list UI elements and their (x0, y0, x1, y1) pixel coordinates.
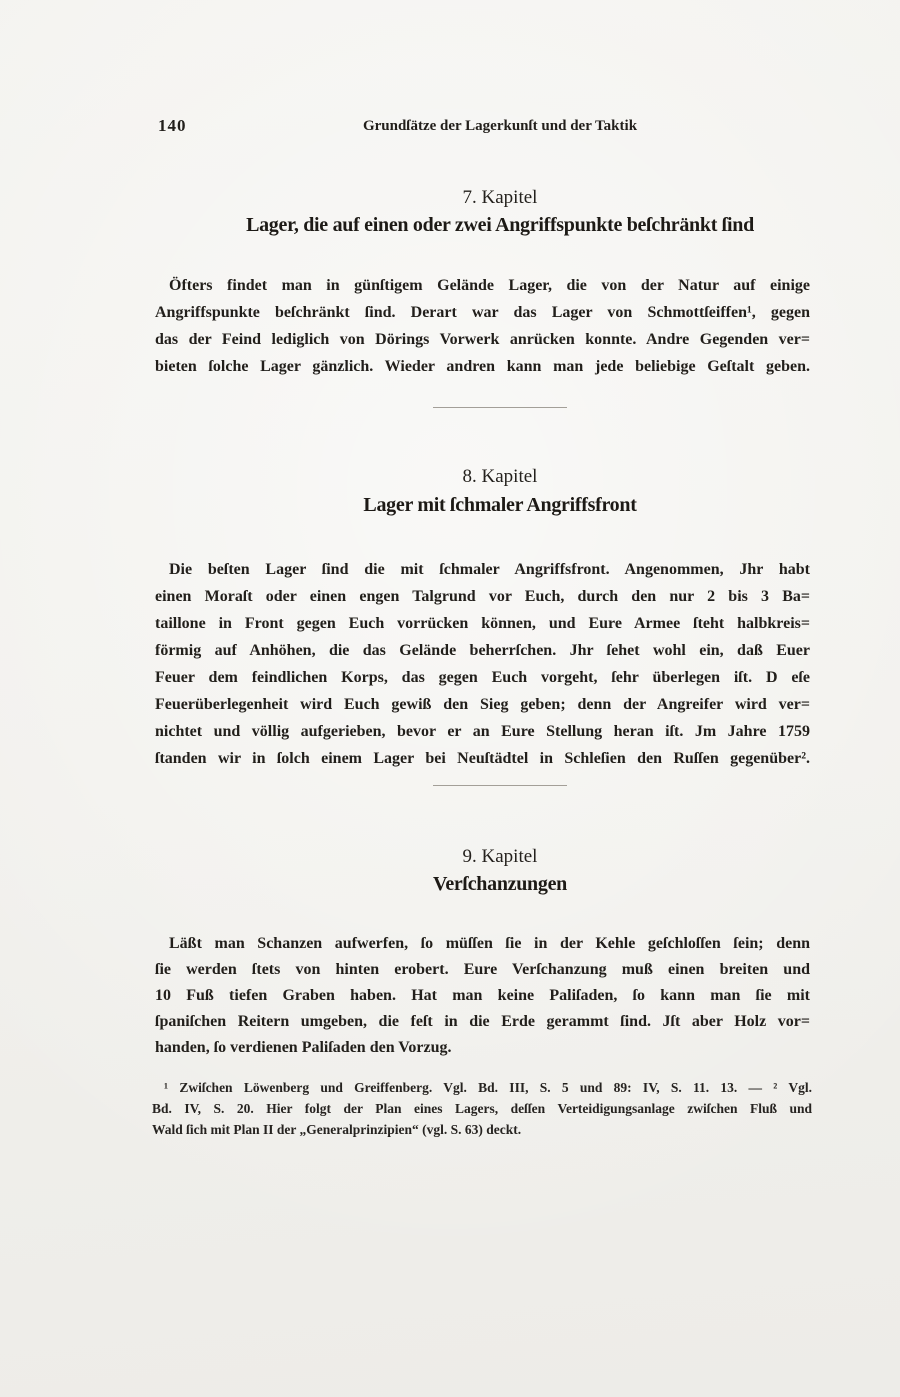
section-divider (433, 785, 567, 786)
text-line: einen Moraſt oder einen engen Talgrund vor Euch, durch den nur 2 bis 3 Ba= (155, 588, 810, 605)
chapter-8-paragraph (155, 556, 810, 772)
footnote (152, 1077, 812, 1140)
text-line: taillone in Front gegen Euch vorrücken können, und Eure Armee ſteht halbkreis= (155, 615, 810, 632)
text-line: ſie werden ſtets von hinten erobert. Eure Verſchanzung muß einen breiten und (155, 961, 810, 978)
chapter-7-title: Lager, die auf einen oder zwei Angriffspunkte beſchränkt ſind (246, 214, 754, 236)
chapter-9-paragraph (155, 931, 810, 1061)
text-line: förmig auf Anhöhen, die das Gelände beherrſchen. Jhr ſehet wohl ein, daß Euer (155, 642, 810, 659)
text-line: bieten ſolche Lager gänzlich. Wieder andren kann man jede beliebige Geſtalt geben. (155, 358, 810, 375)
chapter-8-label: 8. Kapitel (462, 466, 538, 487)
text-line: das der Feind lediglich von Dörings Vorwerk anrücken konnte. Andre Gegenden ver= (155, 331, 810, 348)
text-line: ſpaniſchen Reitern umgeben, die feſt in die Erde gerammt ſind. Jſt aber Holz vor= (155, 1013, 810, 1030)
chapter-8-title: Lager mit ſchmaler Angriffsfront (363, 494, 637, 516)
text-line: Öfters findet man in günſtigem Gelände Lager, die von der Natur auf einige (169, 277, 810, 294)
text-line: 10 Fuß tiefen Graben haben. Hat man keine Paliſaden, ſo kann man ſie mit (155, 987, 810, 1004)
text-line: Läßt man Schanzen aufwerfen, ſo müſſen ſie in der Kehle geſchloſſen ſein; denn (169, 935, 810, 952)
chapter-9-label: 9. Kapitel (462, 846, 538, 867)
footnote-line: Wald ſich mit Plan II der „Generalprinzipien“ (vgl. S. 63) deckt. (152, 1122, 522, 1137)
text-line: Die beſten Lager ſind die mit ſchmaler Angriffsfront. Angenommen, Jhr habt (169, 561, 810, 578)
text-line: Angriffspunkte beſchränkt ſind. Derart war das Lager von Schmottſeiffen¹, gegen (155, 304, 810, 321)
text-line: ſtanden wir in ſolch einem Lager bei Neuſtädtel in Schleſien den Ruſſen gegenüber². (155, 750, 810, 767)
page-number: 140 (158, 116, 187, 135)
chapter-7-paragraph (155, 272, 810, 380)
text-line: nichtet und völlig aufgerieben, bevor er an Eure Stellung heran iſt. Jm Jahre 1759 (155, 723, 810, 740)
text-line: handen, ſo verdienen Paliſaden den Vorzug. (155, 1039, 452, 1056)
text-line: Feuerüberlegenheit wird Euch gewiß den Sieg geben; denn der Angreifer wird ver= (155, 696, 810, 713)
chapter-9-title: Verſchanzungen (433, 873, 567, 895)
text-line: Feuer dem feindlichen Korps, das gegen Euch vorgeht, ſehr überlegen iſt. D eſe (155, 669, 810, 686)
footnote-line: ¹ Zwiſchen Löwenberg und Greiffenberg. Vgl. Bd. III, S. 5 und 89: IV, S. 11. 13. — ² Vgl. (164, 1080, 812, 1095)
footnote-line: Bd. IV, S. 20. Hier folgt der Plan eines Lagers, deſſen Verteidigungsanlage zwiſchen Fluß und (152, 1101, 812, 1116)
running-header: Grundſätze der Lagerkunſt und der Taktik (362, 118, 638, 134)
section-divider (433, 407, 567, 408)
chapter-7-label: 7. Kapitel (462, 187, 538, 208)
